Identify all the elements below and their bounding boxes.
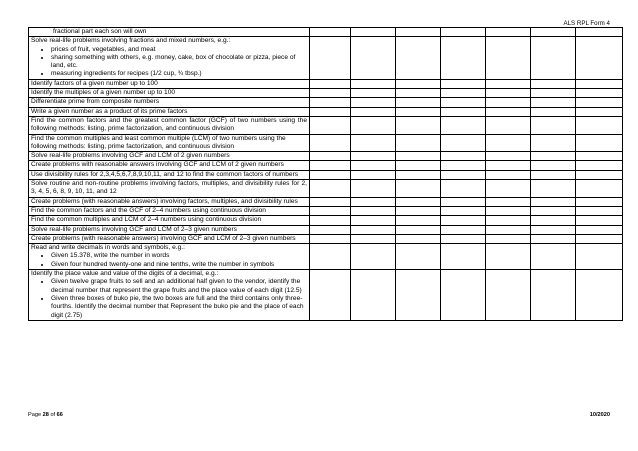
rating-cell[interactable] bbox=[441, 270, 486, 321]
rating-cell[interactable] bbox=[351, 98, 396, 107]
rating-cell[interactable] bbox=[531, 270, 576, 321]
rating-cell[interactable] bbox=[310, 244, 351, 270]
competency-text: Create problems (with reasonable answers) involving GCF and LCM of 2–3 given numbers bbox=[31, 234, 296, 242]
rating-cell[interactable] bbox=[351, 216, 396, 225]
rating-cell[interactable] bbox=[396, 107, 441, 116]
example-list bbox=[31, 278, 307, 319]
rating-cell[interactable] bbox=[576, 170, 623, 179]
rating-cell[interactable] bbox=[486, 206, 531, 215]
table-row bbox=[29, 206, 623, 215]
rating-cell[interactable] bbox=[396, 270, 441, 321]
rating-cell[interactable] bbox=[396, 170, 441, 179]
rating-cell[interactable] bbox=[531, 28, 576, 37]
rating-cell[interactable] bbox=[486, 152, 531, 161]
competency-cell bbox=[29, 79, 310, 88]
rating-cell[interactable] bbox=[310, 37, 351, 79]
rating-cell[interactable] bbox=[576, 161, 623, 170]
rating-cell[interactable] bbox=[396, 79, 441, 88]
rating-cell[interactable] bbox=[396, 89, 441, 98]
rating-cell[interactable] bbox=[310, 79, 351, 88]
rating-cell[interactable] bbox=[486, 134, 531, 152]
rating-cell[interactable] bbox=[351, 161, 396, 170]
competency-cell bbox=[29, 89, 310, 98]
competency-text: Create problems (with reasonable answers) involving factors, multiples, and divisibility rules bbox=[31, 197, 298, 205]
rating-cell[interactable] bbox=[351, 37, 396, 79]
example-list bbox=[31, 252, 307, 269]
competency-text: fractional part each son will own bbox=[53, 28, 147, 35]
competency-text: Use divisibility rules for 2,3,4,5,6,7,8,9,10,11, and 12 to find the common factors of numbers bbox=[31, 170, 299, 178]
rating-cell[interactable] bbox=[396, 98, 441, 107]
rating-cell[interactable] bbox=[576, 89, 623, 98]
rating-cell[interactable] bbox=[486, 161, 531, 170]
rating-cell[interactable] bbox=[396, 37, 441, 79]
competency-cell bbox=[29, 216, 310, 225]
revision-date: 10/2020 bbox=[589, 412, 610, 418]
table-row bbox=[29, 28, 623, 37]
rating-cell[interactable] bbox=[396, 234, 441, 243]
rating-cell[interactable] bbox=[441, 116, 486, 134]
competency-text: Solve routine and non-routine problems involving factors, multiples, and divisibility rules for 2, 3, 4, 5, 6, 8, 9, 10, 11, and 12 bbox=[31, 180, 307, 196]
rating-cell[interactable] bbox=[531, 197, 576, 206]
rating-cell[interactable] bbox=[310, 152, 351, 161]
rating-cell[interactable] bbox=[396, 216, 441, 225]
rating-cell[interactable] bbox=[531, 161, 576, 170]
competency-table bbox=[28, 27, 623, 321]
rating-cell[interactable] bbox=[486, 244, 531, 270]
rating-cell[interactable] bbox=[486, 89, 531, 98]
example-item: • Given three boxes of buko pie, the two boxes are full and the third contains only three-fourths. Identify the decimal number that Represent the buko pie and the place of each digit (2.75) bbox=[51, 295, 307, 320]
rating-cell[interactable] bbox=[576, 197, 623, 206]
rating-cell[interactable] bbox=[576, 234, 623, 243]
competency-text: Identify the place value and value of the digits of a decimal, e.g.: bbox=[31, 270, 219, 278]
competency-text: Differentiate prime from composite numbers bbox=[31, 98, 160, 106]
table-row bbox=[29, 234, 623, 243]
rating-cell[interactable] bbox=[486, 180, 531, 198]
rating-cell[interactable] bbox=[310, 107, 351, 116]
rating-cell[interactable] bbox=[351, 270, 396, 321]
rating-cell[interactable] bbox=[486, 197, 531, 206]
rating-cell[interactable] bbox=[531, 244, 576, 270]
competency-text: Solve real-life problems involving GCF and LCM of 2–3 given numbers bbox=[31, 225, 237, 233]
example-item: • Given twelve grape fruits to sell and an additional half given to the vendor, identify the decimal number that represent the grape fruits and the place value of each digit (12.5) bbox=[51, 278, 307, 295]
rating-cell[interactable] bbox=[531, 206, 576, 215]
rating-cell[interactable] bbox=[441, 225, 486, 234]
competency-text: Identify the multiples of a given number up to 100 bbox=[31, 89, 176, 97]
rating-cell[interactable] bbox=[310, 197, 351, 206]
competency-text: Find the common multiples and least common multiple (LCM) of two numbers using the following methods: listing, prime factorization, and continuous division bbox=[31, 134, 286, 150]
rating-cell[interactable] bbox=[310, 28, 351, 37]
page-number: Page 28 of 66 bbox=[28, 412, 63, 418]
rating-cell[interactable] bbox=[486, 79, 531, 88]
rating-cell[interactable] bbox=[396, 28, 441, 37]
competency-text: Create problems with reasonable answers involving GCF and LCM of 2 given numbers bbox=[31, 161, 284, 169]
rating-cell[interactable] bbox=[310, 89, 351, 98]
table-row bbox=[29, 225, 623, 234]
rating-cell[interactable] bbox=[441, 216, 486, 225]
rating-cell[interactable] bbox=[441, 79, 486, 88]
competency-cell bbox=[29, 152, 310, 161]
rating-cell[interactable] bbox=[396, 116, 441, 134]
rating-cell[interactable] bbox=[576, 107, 623, 116]
table-row bbox=[29, 161, 623, 170]
rating-cell[interactable] bbox=[486, 98, 531, 107]
rating-cell[interactable] bbox=[351, 234, 396, 243]
competency-cell bbox=[29, 244, 310, 270]
competency-text: Solve real-life problems involving GCF and LCM of 2 given numbers bbox=[31, 152, 230, 160]
rating-cell[interactable] bbox=[441, 152, 486, 161]
example-item: • measuring ingredients for recipes (1/2 cup, ¾ tbsp.) bbox=[51, 70, 307, 78]
competency-cell bbox=[29, 270, 310, 321]
rating-cell[interactable] bbox=[486, 28, 531, 37]
rating-cell[interactable] bbox=[576, 244, 623, 270]
example-list bbox=[31, 46, 307, 79]
table-row bbox=[29, 216, 623, 225]
rating-cell[interactable] bbox=[441, 37, 486, 79]
rating-cell[interactable] bbox=[351, 170, 396, 179]
rating-cell[interactable] bbox=[531, 98, 576, 107]
rating-cell[interactable] bbox=[351, 89, 396, 98]
rating-cell[interactable] bbox=[576, 270, 623, 321]
rating-cell[interactable] bbox=[576, 37, 623, 79]
rating-cell[interactable] bbox=[396, 197, 441, 206]
rating-cell[interactable] bbox=[531, 170, 576, 179]
rating-cell[interactable] bbox=[441, 170, 486, 179]
competency-cell bbox=[29, 28, 310, 37]
rating-cell[interactable] bbox=[441, 28, 486, 37]
rating-cell[interactable] bbox=[441, 234, 486, 243]
rating-cell[interactable] bbox=[310, 180, 351, 198]
competency-cell bbox=[29, 116, 310, 134]
example-item: • sharing something with others, e.g. money, cake, box of chocolate or pizza, piece of land, etc. bbox=[51, 54, 307, 71]
rating-cell[interactable] bbox=[351, 107, 396, 116]
competency-cell bbox=[29, 107, 310, 116]
competency-text: Read and write decimals in words and symbols, e.g.: bbox=[31, 244, 185, 252]
competency-text: Find the common multiples and LCM of 2–4 numbers using continuous division bbox=[31, 216, 262, 224]
table-row bbox=[29, 244, 623, 270]
competency-text: Solve real-life problems involving fractions and mixed numbers, e.g.: bbox=[31, 37, 231, 45]
rating-cell[interactable] bbox=[441, 161, 486, 170]
competency-cell bbox=[29, 134, 310, 152]
form-label: ALS RPL Form 4 bbox=[563, 20, 610, 27]
example-item: • Given 15.378, write the number in words bbox=[51, 252, 307, 260]
rating-cell[interactable] bbox=[310, 116, 351, 134]
rating-cell[interactable] bbox=[351, 180, 396, 198]
rating-cell[interactable] bbox=[576, 79, 623, 88]
rating-cell[interactable] bbox=[531, 37, 576, 79]
table-row bbox=[29, 79, 623, 88]
rating-cell[interactable] bbox=[531, 180, 576, 198]
rating-cell[interactable] bbox=[441, 206, 486, 215]
rating-cell[interactable] bbox=[441, 197, 486, 206]
rating-cell[interactable] bbox=[486, 234, 531, 243]
rating-cell[interactable] bbox=[396, 134, 441, 152]
table-row bbox=[29, 180, 623, 198]
rating-cell[interactable] bbox=[396, 180, 441, 198]
rating-cell[interactable] bbox=[531, 89, 576, 98]
rating-cell[interactable] bbox=[441, 180, 486, 198]
rating-cell[interactable] bbox=[576, 98, 623, 107]
rating-cell[interactable] bbox=[310, 225, 351, 234]
table-row bbox=[29, 98, 623, 107]
rating-cell[interactable] bbox=[351, 28, 396, 37]
rating-cell[interactable] bbox=[351, 152, 396, 161]
competency-text: Find the common factors and the greatest common factor (GCF) of two numbers using the following methods: listing, prime factorization, and continuous division bbox=[31, 116, 307, 133]
rating-cell[interactable] bbox=[351, 244, 396, 270]
table-row bbox=[29, 170, 623, 179]
rating-cell[interactable] bbox=[351, 206, 396, 215]
example-item: • prices of fruit, vegetables, and meat bbox=[51, 46, 307, 54]
rating-cell[interactable] bbox=[310, 134, 351, 152]
rating-cell[interactable] bbox=[441, 98, 486, 107]
competency-cell bbox=[29, 234, 310, 243]
rating-cell[interactable] bbox=[441, 134, 486, 152]
rating-cell[interactable] bbox=[576, 28, 623, 37]
rating-cell[interactable] bbox=[310, 206, 351, 215]
rating-cell[interactable] bbox=[486, 107, 531, 116]
rating-cell[interactable] bbox=[576, 152, 623, 161]
rating-cell[interactable] bbox=[531, 234, 576, 243]
rating-cell[interactable] bbox=[441, 244, 486, 270]
rating-cell[interactable] bbox=[351, 79, 396, 88]
rating-cell[interactable] bbox=[531, 134, 576, 152]
table-row bbox=[29, 89, 623, 98]
competency-text: Write a given number as a product of its prime factors bbox=[31, 107, 188, 115]
rating-cell[interactable] bbox=[310, 234, 351, 243]
competency-cell bbox=[29, 197, 310, 206]
rating-cell[interactable] bbox=[576, 216, 623, 225]
competency-cell bbox=[29, 225, 310, 234]
rating-cell[interactable] bbox=[576, 206, 623, 215]
competency-cell bbox=[29, 180, 310, 198]
rating-cell[interactable] bbox=[310, 98, 351, 107]
rating-cell[interactable] bbox=[396, 206, 441, 215]
competency-cell bbox=[29, 37, 310, 79]
table-row bbox=[29, 134, 623, 152]
table-row bbox=[29, 116, 623, 134]
rating-cell[interactable] bbox=[531, 79, 576, 88]
competency-text: Find the common factors and the GCF of 2–4 numbers using continuous division bbox=[31, 206, 266, 214]
rating-cell[interactable] bbox=[486, 225, 531, 234]
rating-cell[interactable] bbox=[310, 270, 351, 321]
rating-cell[interactable] bbox=[576, 134, 623, 152]
rating-cell[interactable] bbox=[396, 244, 441, 270]
competency-cell bbox=[29, 170, 310, 179]
rating-cell[interactable] bbox=[310, 170, 351, 179]
rating-cell[interactable] bbox=[351, 197, 396, 206]
competency-cell bbox=[29, 206, 310, 215]
rating-cell[interactable] bbox=[531, 216, 576, 225]
rating-cell[interactable] bbox=[351, 116, 396, 134]
table-row bbox=[29, 197, 623, 206]
rating-cell[interactable] bbox=[441, 89, 486, 98]
table-row bbox=[29, 37, 623, 79]
rating-cell[interactable] bbox=[486, 216, 531, 225]
rating-cell[interactable] bbox=[531, 225, 576, 234]
rating-cell[interactable] bbox=[531, 107, 576, 116]
table-row bbox=[29, 107, 623, 116]
rating-cell[interactable] bbox=[351, 134, 396, 152]
rating-cell[interactable] bbox=[576, 225, 623, 234]
rating-cell[interactable] bbox=[310, 216, 351, 225]
rating-cell[interactable] bbox=[486, 37, 531, 79]
rating-cell[interactable] bbox=[396, 225, 441, 234]
rating-cell[interactable] bbox=[531, 116, 576, 134]
rating-cell[interactable] bbox=[441, 107, 486, 116]
example-item: • Given four hundred twenty-one and nine tenths, write the number in symbols bbox=[51, 261, 307, 269]
competency-cell bbox=[29, 161, 310, 170]
rating-cell[interactable] bbox=[531, 152, 576, 161]
table-row bbox=[29, 152, 623, 161]
rating-cell[interactable] bbox=[351, 225, 396, 234]
rating-cell[interactable] bbox=[486, 170, 531, 179]
rating-cell[interactable] bbox=[396, 161, 441, 170]
competency-cell bbox=[29, 98, 310, 107]
rating-cell[interactable] bbox=[310, 161, 351, 170]
table-row bbox=[29, 270, 623, 321]
rating-cell[interactable] bbox=[576, 180, 623, 198]
rating-cell[interactable] bbox=[486, 270, 531, 321]
rating-cell[interactable] bbox=[396, 152, 441, 161]
competency-text: Identify factors of a given number up to 100 bbox=[31, 79, 158, 87]
rating-cell[interactable] bbox=[486, 116, 531, 134]
rating-cell[interactable] bbox=[576, 116, 623, 134]
